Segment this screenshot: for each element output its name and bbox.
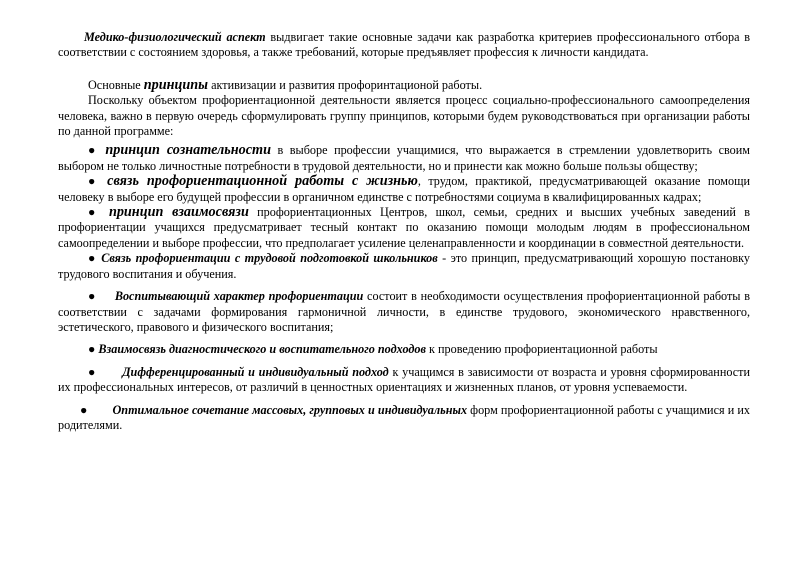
bullet-text: к учащимся в зависимости от возраста и уровня сформированности их профессиональных интересов, от различий в ценностных ориентациях и жизненных планов, от уровня успеваемости. <box>58 364 750 395</box>
bullet-item <box>58 403 750 434</box>
bullet-text: форм профориентационной работы с учащимися и их родителями. <box>58 402 750 432</box>
bullet-text: к проведению профориентационной работы <box>425 342 658 357</box>
bullet-icon: ● <box>88 205 101 220</box>
bullet-icon: ● <box>88 289 97 304</box>
bullet-item <box>58 342 750 357</box>
paragraph-medical-aspect <box>58 30 750 61</box>
bullet-term: связь профориентационной работы с жизнью <box>107 173 418 190</box>
bullet-term: Взаимосвязь диагностического и воспитательного подходов <box>98 342 426 357</box>
term-principles: принципы <box>143 76 209 93</box>
bullet-text: профориентационных Центров, школ, семьи, средних и высших учебных заведений в профориентации учащихся предусматривает тесный контакт по оказанию помощи молодым людям в профессиональном самоопределении и выборе профессии, что предполагает усиление целенаправленности и координации в совместной деятельности. <box>58 205 750 250</box>
bullet-item <box>58 365 750 396</box>
bullet-term: Воспитывающий характер профориентации <box>114 289 364 304</box>
bullet-term: Оптимальное сочетание массовых, групповых и индивидуальных <box>112 402 468 417</box>
bullet-item <box>58 251 750 282</box>
bullet-item <box>58 174 750 205</box>
bullet-item <box>58 143 750 174</box>
bullet-icon: ● <box>88 251 97 266</box>
bullet-term: Связь профориентации с трудовой подготовкой школьников <box>101 251 438 266</box>
paragraph-text: выдвигает такие основные задачи как разработка критериев профессионального отбора в соответствии с состоянием здоровья, а также требований, которые предъявляет профессия к личности кандидата. <box>58 30 750 60</box>
bullet-icon: ● <box>88 143 99 158</box>
bullet-text: , трудом, практикой, предусматривающей оказание помощи человеку в выборе его будущей профессии в органичном единстве с потребностями социума в квалифицированных кадрах; <box>58 174 750 204</box>
bullet-item <box>58 289 750 335</box>
paragraph-principles-heading: Основные принципы активизации и развития профоринтационой работы. <box>88 76 483 93</box>
bullet-text: - это принцип, предусматривающий хорошую постановку трудового воспитания и обучения. <box>58 251 750 281</box>
bullet-text: состоит в необходимости осуществления профориентационной работы в соответствии с задачами формирования гармоничной личности, в единстве трудового, экономического нравственного, эстетического, правового и физического воспитания; <box>58 289 751 334</box>
term-medical-aspect: Медико-физиологический аспект <box>84 30 266 44</box>
bullet-icon: ● <box>88 174 100 189</box>
bullet-item <box>58 205 750 251</box>
bullet-icon: ● <box>88 364 97 379</box>
bullet-term: Дифференцированный и индивидуальный подход <box>122 364 389 379</box>
bullet-icon: ● <box>88 342 96 357</box>
bullet-term: принцип взаимосвязи <box>108 204 249 221</box>
bullet-icon: ● <box>80 402 88 417</box>
bullet-term: принцип сознательности <box>105 142 271 159</box>
bullet-text: в выборе профессии учащимися, что выражается в стремлении удовлетворить своим выбором не только личностные потребности в трудовой деятельности, но и принести как можно больше пользы обществу; <box>58 143 751 173</box>
paragraph-intro: Поскольку объектом профориентационной деятельности является процесс социально-профессионального самоопределения человека, важно в первую очередь сформулировать группу принципов, которыми будем руководствоваться при организации работы по данной программе: <box>58 93 750 139</box>
